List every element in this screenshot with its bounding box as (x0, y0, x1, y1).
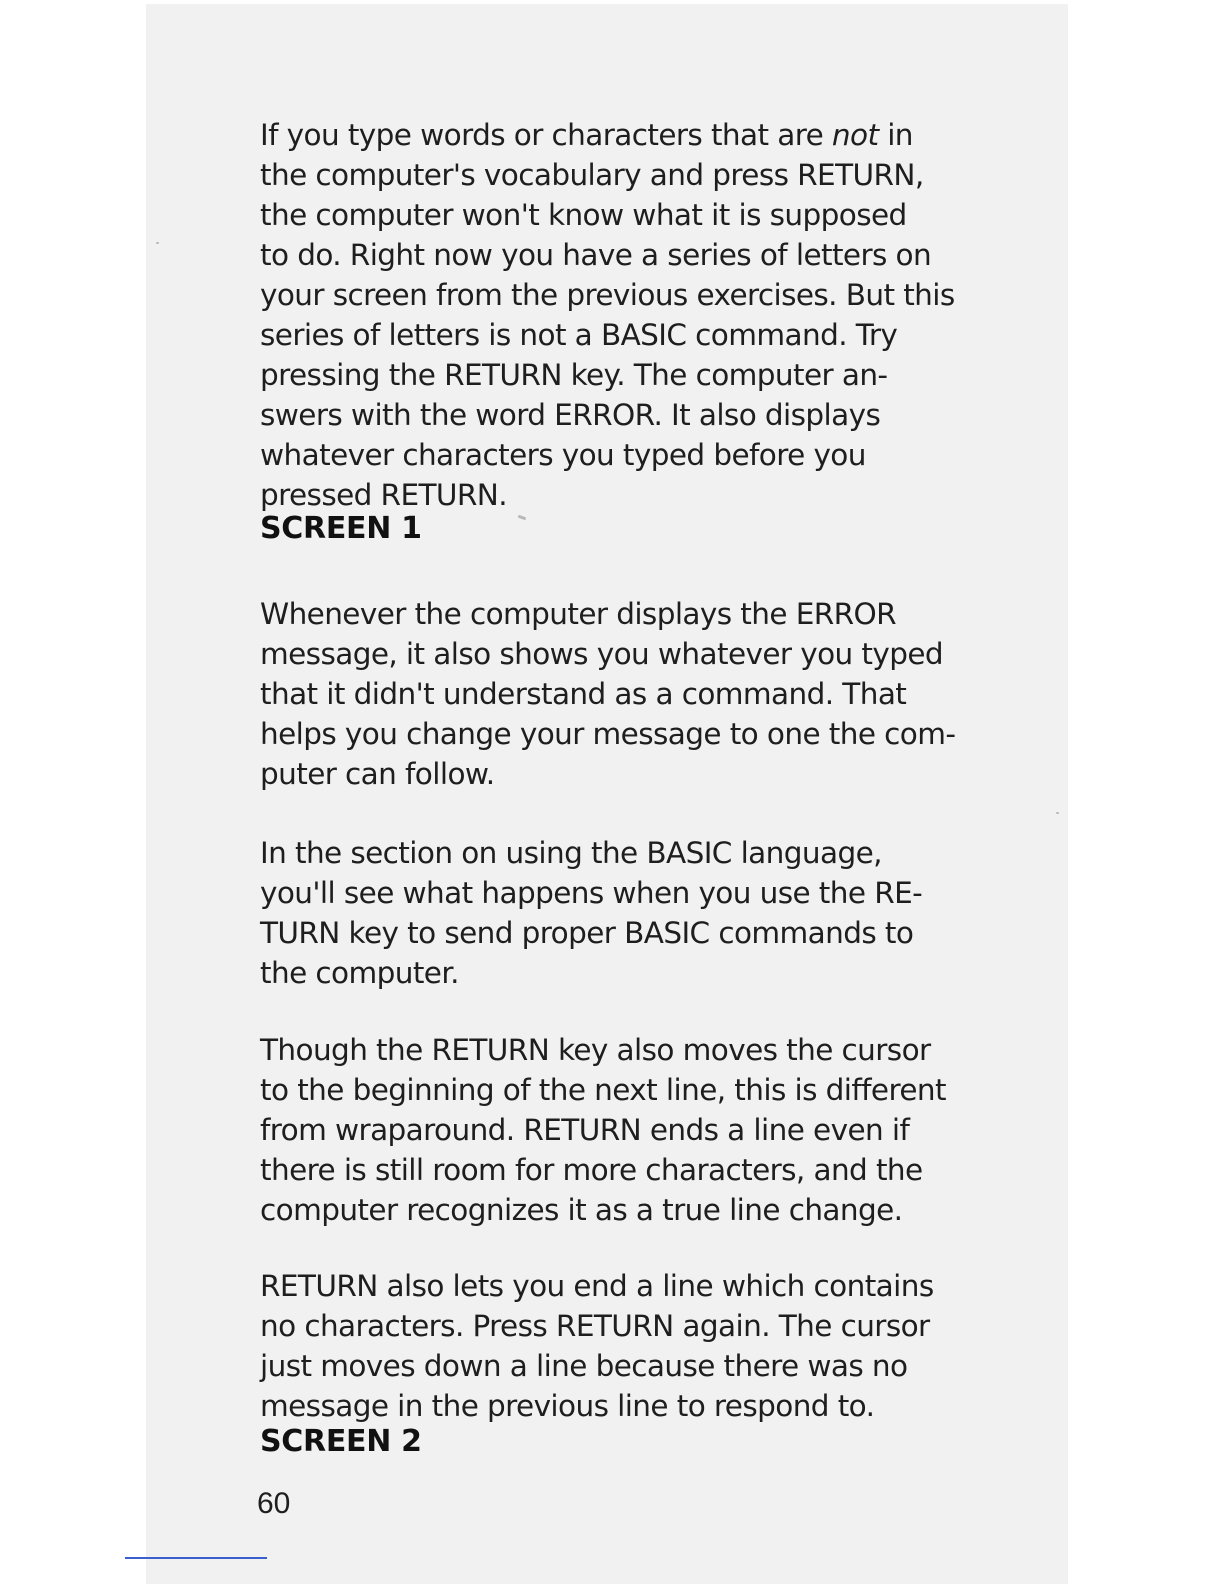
document-page (146, 4, 1068, 1584)
text-line: series of letters is not a BASIC command. Try (260, 318, 898, 352)
text-line: pressing the RETURN key. The computer an- (260, 358, 888, 392)
text-line: In the section on using the BASIC language, (260, 836, 882, 870)
text-line: whatever characters you typed before you (260, 438, 866, 472)
text-line: from wraparound. RETURN ends a line even if (260, 1113, 910, 1147)
paragraph-empty-line (260, 1266, 1000, 1426)
text-line: pressed RETURN. (260, 478, 508, 512)
text-line: helps you change your message to one the com- (260, 717, 956, 751)
paragraph-basic-language (260, 833, 1000, 993)
emphasis-not: not (831, 118, 879, 152)
paragraph-wraparound (260, 1030, 1000, 1230)
text-line: the computer won't know what it is supposed (260, 198, 907, 232)
text-line: no characters. Press RETURN again. The cursor (260, 1309, 930, 1343)
screen-1-label: SCREEN 1 (260, 511, 422, 546)
scan-speck (1056, 812, 1059, 814)
text-line: the computer's vocabulary and press RETURN, (260, 158, 924, 192)
text-line: that it didn't understand as a command. That (260, 677, 907, 711)
text-line: If you type words or characters that are not in (260, 118, 913, 152)
page-number: 60 (257, 1487, 291, 1520)
paragraph-return-error (260, 115, 1000, 515)
text-line: just moves down a line because there was no (260, 1349, 908, 1383)
bottom-rule (125, 1557, 267, 1559)
text-line: message, it also shows you whatever you typed (260, 637, 944, 671)
paragraph-error-message (260, 594, 1000, 794)
screen-2-label: SCREEN 2 (260, 1424, 422, 1459)
text-line: Whenever the computer displays the ERROR (260, 597, 897, 631)
text-line: RETURN also lets you end a line which contains (260, 1269, 934, 1303)
text-line: puter can follow. (260, 757, 495, 791)
text-line: you'll see what happens when you use the RE- (260, 876, 923, 910)
scan-speck (156, 242, 159, 244)
text-line: the computer. (260, 956, 459, 990)
text-line: Though the RETURN key also moves the cursor (260, 1033, 931, 1067)
text-line: your screen from the previous exercises. But this (260, 278, 955, 312)
text-line: computer recognizes it as a true line change. (260, 1193, 903, 1227)
text-line: there is still room for more characters, and the (260, 1153, 923, 1187)
text-line: TURN key to send proper BASIC commands to (260, 916, 914, 950)
text-line: message in the previous line to respond to. (260, 1389, 875, 1423)
scan-speck (518, 515, 527, 521)
text-line: swers with the word ERROR. It also displays (260, 398, 881, 432)
text-line: to do. Right now you have a series of letters on (260, 238, 932, 272)
text-line: to the beginning of the next line, this is different (260, 1073, 946, 1107)
